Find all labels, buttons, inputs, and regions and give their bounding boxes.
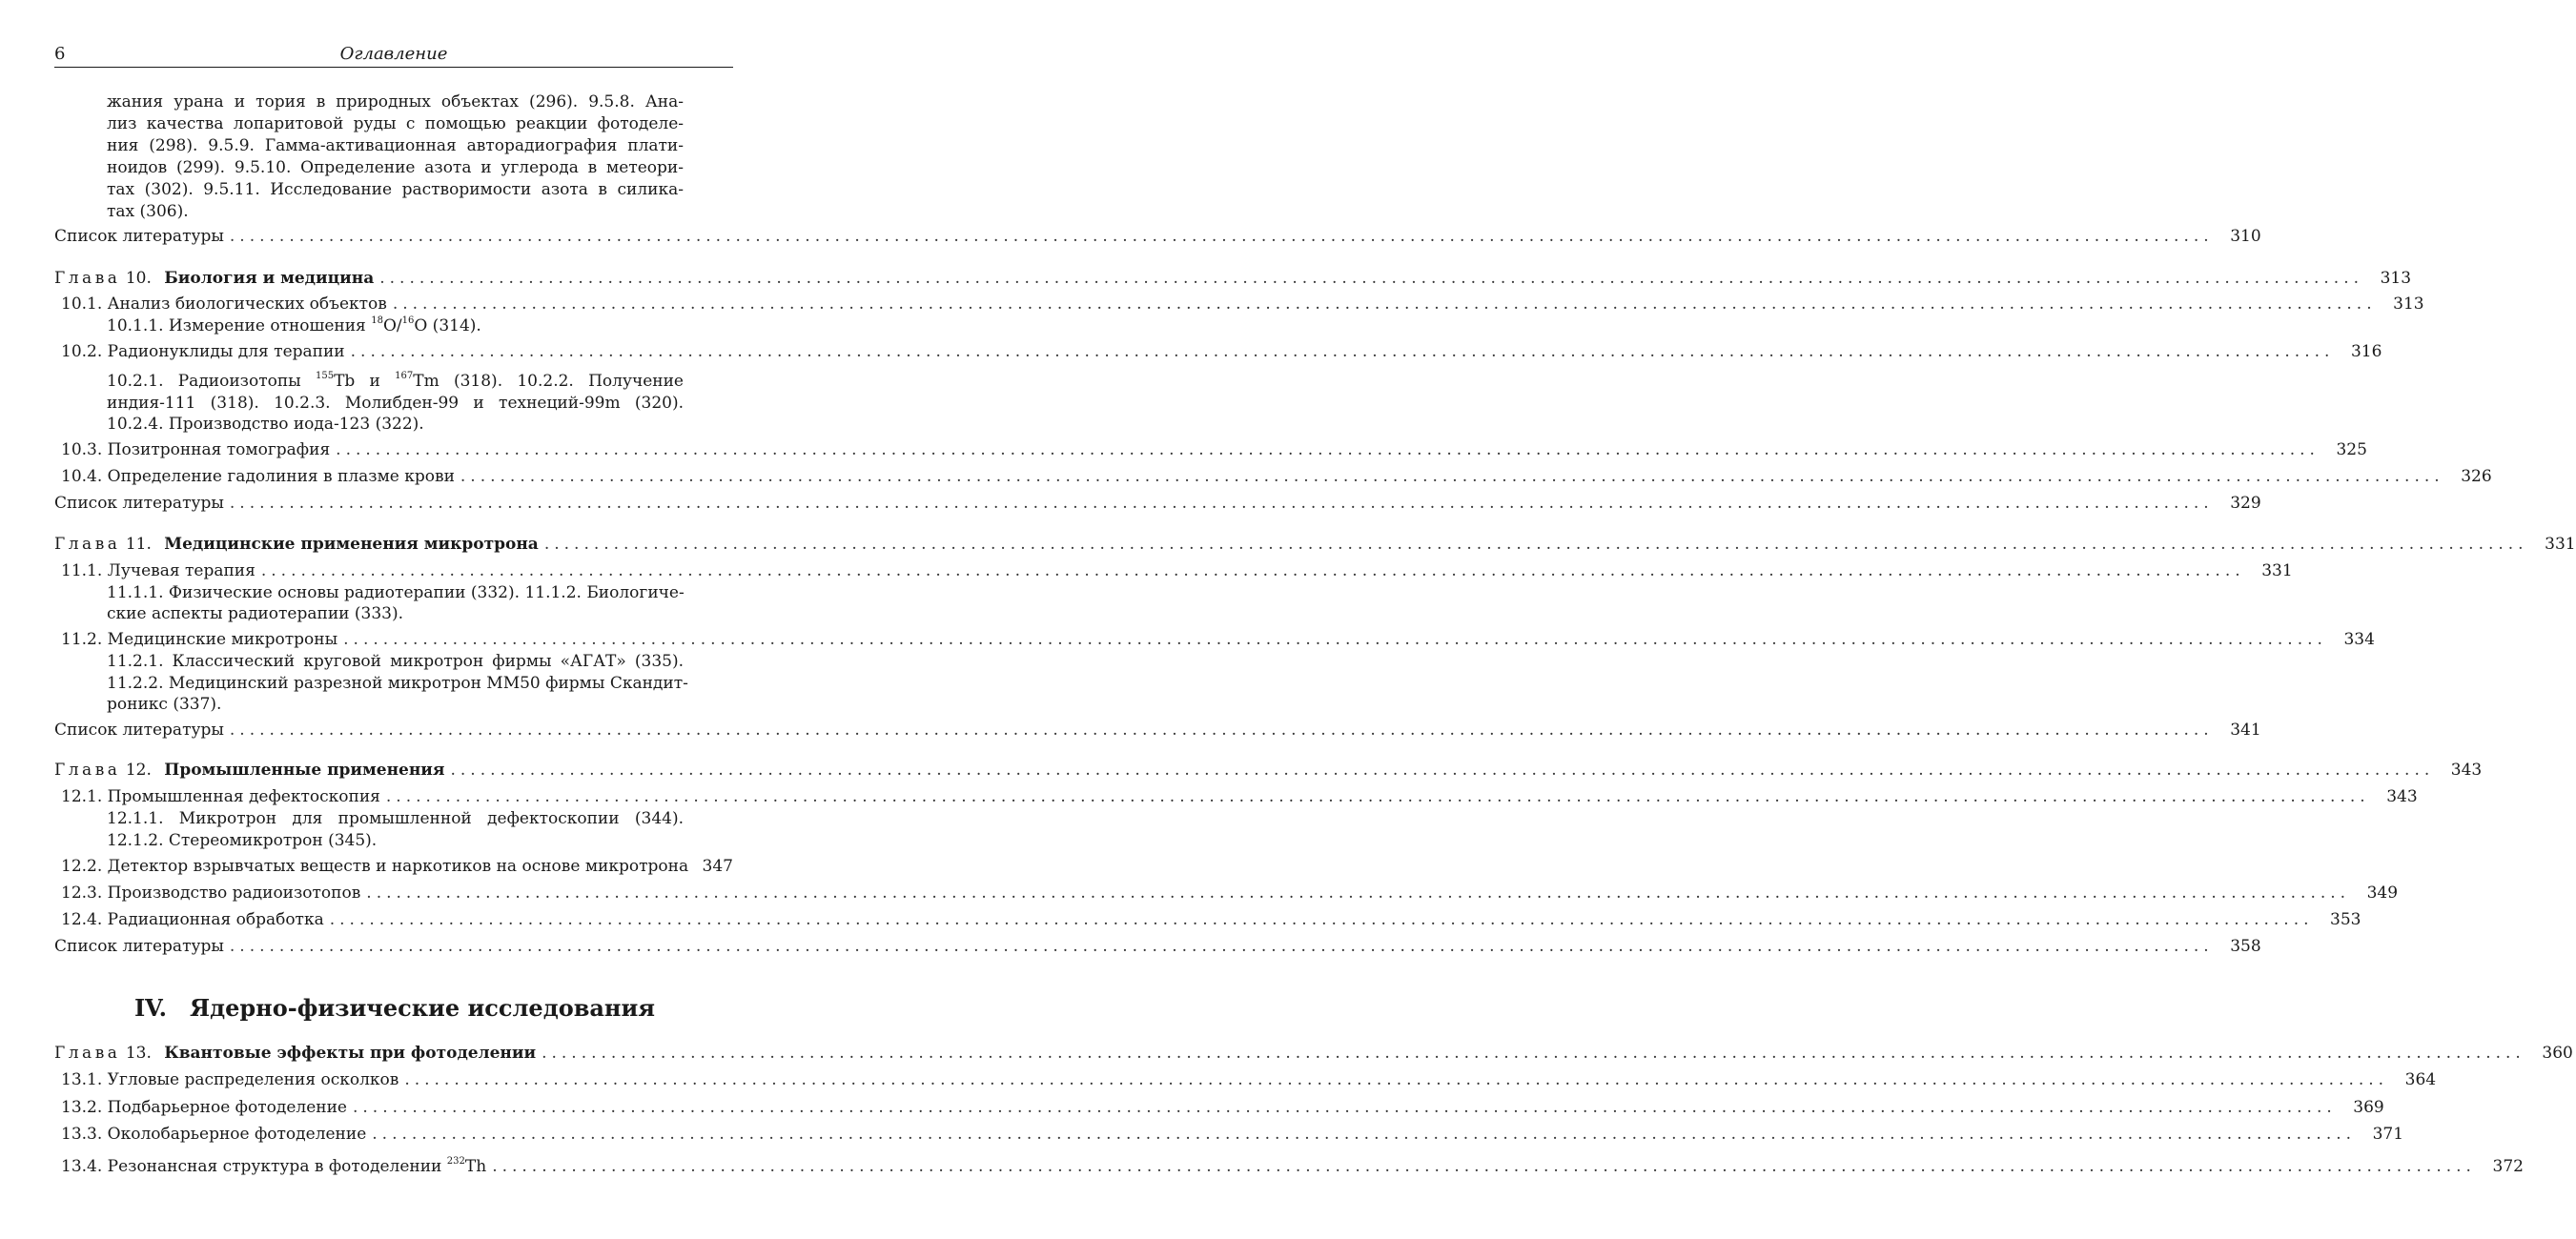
toc-section-row[interactable] xyxy=(61,1155,2524,1178)
literature-label: Список литературы xyxy=(54,227,224,246)
page-header xyxy=(54,44,733,68)
leader-dots: ........................................................................................................................................................................................................ xyxy=(492,1157,2476,1176)
toc-section-row[interactable] xyxy=(61,293,2424,315)
toc-subsection-line: 11.2.2. Медицинский разрезной микротрон MM50 фирмы Скандит- xyxy=(107,674,688,693)
toc-section-row[interactable] xyxy=(61,908,2361,931)
leader-dots: ........................................................................................................................................................................................................ xyxy=(379,269,2364,288)
section-title: Анализ биологических объектов xyxy=(107,295,387,314)
leader-dots: ........................................................................................................................................................................................................ xyxy=(336,440,2320,459)
page-ref: 325 xyxy=(2336,440,2367,459)
leader-dots: ........................................................................................................................................................................................................ xyxy=(543,535,2528,554)
toc-literature-row[interactable] xyxy=(54,492,2261,515)
section-title: Подбарьерное фотоделение xyxy=(107,1098,347,1117)
section-number: 12.2. xyxy=(61,857,103,876)
section-number: 11.2. xyxy=(61,630,103,649)
chapter-title: Квантовые эффекты при фотоделении xyxy=(164,1044,537,1063)
section-title: Промышленная дефектоскопия xyxy=(107,787,380,806)
section-number: 11.1. xyxy=(61,561,103,580)
page-number: 6 xyxy=(54,44,66,64)
leader-dots: ........................................................................................................................................................................................................ xyxy=(260,561,2245,580)
page-ref: 313 xyxy=(2380,269,2412,288)
toc-subsection-line: тах (306). xyxy=(107,202,189,221)
leader-dots: ........................................................................................................................................................................................................ xyxy=(366,884,2351,903)
section-number: 13.3. xyxy=(61,1125,103,1144)
chapter-title: Медицинские применения микротрона xyxy=(164,535,539,554)
leader-dots: ........................................................................................................................................................................................................ xyxy=(542,1044,2525,1063)
toc-section-row[interactable] xyxy=(61,882,2399,904)
section-number: 12.3. xyxy=(61,884,103,903)
section-number: 12.1. xyxy=(61,787,103,806)
literature-label: Список литературы xyxy=(54,721,224,740)
toc-section-row[interactable] xyxy=(61,855,733,878)
page-ref: 349 xyxy=(2366,884,2399,903)
page-ref: 331 xyxy=(2261,561,2293,580)
leader-dots: ........................................................................................................................................................................................................ xyxy=(229,937,2214,956)
toc-section-row[interactable] xyxy=(61,628,2375,651)
section-number: 10.2. xyxy=(61,342,103,361)
running-title: Оглавление xyxy=(339,44,448,64)
chapter-word: Глава xyxy=(54,269,121,288)
leader-dots: ........................................................................................................................................................................................................ xyxy=(229,227,2214,246)
toc-section-row[interactable] xyxy=(61,438,2367,461)
page-ref: 372 xyxy=(2492,1157,2524,1176)
page-ref: 369 xyxy=(2353,1098,2384,1117)
toc-subsection-line: жания урана и тория в природных объектах (296). 9.5.8. Ана- xyxy=(107,92,684,112)
page-ref: 316 xyxy=(2350,342,2382,361)
section-title: Медицинские микротроны xyxy=(107,630,338,649)
leader-dots: ........................................................................................................................................................................................................ xyxy=(352,1098,2337,1117)
section-title: Околобарьерное фотоделение xyxy=(107,1125,367,1144)
page-ref: 341 xyxy=(2230,721,2261,740)
section-title: Угловые распределения осколков xyxy=(107,1070,399,1089)
chapter-number: 13. xyxy=(125,1044,152,1063)
leader-dots: ........................................................................................................................................................................................................ xyxy=(350,342,2335,361)
literature-label: Список литературы xyxy=(54,494,224,513)
toc-section-row[interactable] xyxy=(61,1096,2384,1119)
toc-section-row[interactable] xyxy=(61,1068,2437,1091)
chapter-number: 10. xyxy=(125,269,152,288)
toc-literature-row[interactable] xyxy=(54,719,2261,741)
part-number: IV. xyxy=(133,994,167,1022)
isotope-mass: 232 xyxy=(446,1156,465,1167)
page-ref: 353 xyxy=(2330,910,2361,929)
leader-dots: ........................................................................................................................................................................................................ xyxy=(372,1125,2357,1144)
page-ref: 364 xyxy=(2404,1070,2437,1089)
section-title: Лучевая терапия xyxy=(107,561,256,580)
chapter-number: 12. xyxy=(125,761,152,780)
part-heading xyxy=(0,993,789,1024)
part-title: Ядерно-физические исследования xyxy=(189,994,656,1022)
page-ref: 326 xyxy=(2461,467,2492,486)
section-title: Радионуклиды для терапии xyxy=(107,342,345,361)
leader-dots: ........................................................................................................................................................................................................ xyxy=(229,721,2214,740)
toc-subsection-line: лиз качества лопаритовой руды с помощью реакции фотоделе- xyxy=(107,114,684,133)
leader-dots: ........................................................................................................................................................................................................ xyxy=(229,494,2214,513)
toc-subsection-line: 11.1.1. Физические основы радиотерапии (332). 11.1.2. Биологиче- xyxy=(107,583,685,602)
toc-subsection-line: роникс (337). xyxy=(107,695,222,714)
toc-section-row[interactable] xyxy=(61,1123,2404,1146)
section-number: 13.2. xyxy=(61,1098,103,1117)
section-title: Позитронная томография xyxy=(107,440,331,459)
page-ref: 334 xyxy=(2343,630,2375,649)
leader-dots: ........................................................................................................................................................................................................ xyxy=(329,910,2314,929)
chapter-title: Биология и медицина xyxy=(164,269,375,288)
page-ref: 313 xyxy=(2393,295,2424,314)
section-title: Радиационная обработка xyxy=(107,910,324,929)
leader-dots: ........................................................................................................................................................................................................ xyxy=(450,761,2435,780)
section-number: 13.4. xyxy=(61,1157,103,1176)
toc-subsection-line: 11.2.1. Классический круговой микротрон фирмы «АГАТ» (335). xyxy=(107,652,684,671)
section-title: Детектор взрывчатых веществ и наркотиков на основе микротрона xyxy=(107,857,689,876)
leader-dots: ........................................................................................................................................................................................................ xyxy=(392,295,2377,314)
toc-section-row[interactable] xyxy=(61,465,2492,488)
page-ref: 358 xyxy=(2230,937,2261,956)
toc-chapter-row[interactable] xyxy=(54,533,2576,556)
chapter-word: Глава xyxy=(54,1044,121,1063)
toc-subsection-line: 12.1.1. Микротрон для промышленной дефектоскопии (344). xyxy=(107,809,684,828)
toc-subsection-line: индия-111 (318). 10.2.3. Молибден-99 и технеций-99m (320). xyxy=(107,394,684,413)
section-number: 10.1. xyxy=(61,295,103,314)
page-ref: 347 xyxy=(702,857,733,876)
toc-subsection-line: 10.1.1. Измерение отношения $^{18}$O/$^{16}$O (314). xyxy=(107,315,481,335)
leader-dots: ........................................................................................................................................................................................................ xyxy=(460,467,2444,486)
leader-dots: ........................................................................................................................................................................................................ xyxy=(343,630,2327,649)
toc-literature-row[interactable] xyxy=(54,225,2261,248)
literature-label: Список литературы xyxy=(54,937,224,956)
toc-subsection-line: ноидов (299). 9.5.10. Определение азота и углерода в метеори- xyxy=(107,158,684,177)
leader-dots: ........................................................................................................................................................................................................ xyxy=(404,1070,2389,1089)
page-ref: 331 xyxy=(2545,535,2576,554)
chapter-title: Промышленные применения xyxy=(164,761,445,780)
page-ref: 360 xyxy=(2542,1044,2573,1063)
toc-chapter-row[interactable] xyxy=(54,267,2412,290)
chapter-word: Глава xyxy=(54,535,121,554)
chapter-word: Глава xyxy=(54,761,121,780)
toc-section-row[interactable] xyxy=(61,785,2418,808)
section-number: 12.4. xyxy=(61,910,103,929)
toc-section-row[interactable] xyxy=(61,340,2382,363)
page-ref: 329 xyxy=(2230,494,2261,513)
toc-subsection-line: 10.2.1. Радиоизотопы $^{155}$Tb и $^{167}$Tm (318). 10.2.2. Получение xyxy=(107,371,684,391)
toc-subsection-line: тах (302). 9.5.11. Исследование растворимости азота в силика- xyxy=(107,180,684,199)
page-ref: 343 xyxy=(2386,787,2418,806)
toc-subsection-line: ния (298). 9.5.9. Гамма-активационная авторадиография плати- xyxy=(107,136,684,155)
page-ref: 310 xyxy=(2230,227,2261,246)
toc-subsection-line: 10.2.4. Производство иода-123 (322). xyxy=(107,415,424,434)
chapter-number: 11. xyxy=(125,535,152,554)
toc-section-row[interactable] xyxy=(61,559,2293,582)
section-number: 10.4. xyxy=(61,467,103,486)
page-ref: 371 xyxy=(2372,1125,2404,1144)
section-title: Определение гадолиния в плазме крови xyxy=(107,467,455,486)
toc-literature-row[interactable] xyxy=(54,935,2261,958)
page-ref: 343 xyxy=(2450,761,2483,780)
section-title: Резонансная структура в фотоделении xyxy=(107,1157,447,1176)
toc-chapter-row[interactable] xyxy=(54,1042,2573,1065)
section-title: Производство радиоизотопов xyxy=(107,884,361,903)
toc-subsection-line: 12.1.2. Стереомикротрон (345). xyxy=(107,831,378,850)
toc-subsection-line: ские аспекты радиотерапии (333). xyxy=(107,604,403,623)
toc-chapter-row[interactable] xyxy=(54,759,2483,782)
section-number: 13.1. xyxy=(61,1070,103,1089)
leader-dots: ........................................................................................................................................................................................................ xyxy=(385,787,2370,806)
isotope-symbol: Th xyxy=(464,1157,487,1176)
section-number: 10.3. xyxy=(61,440,103,459)
